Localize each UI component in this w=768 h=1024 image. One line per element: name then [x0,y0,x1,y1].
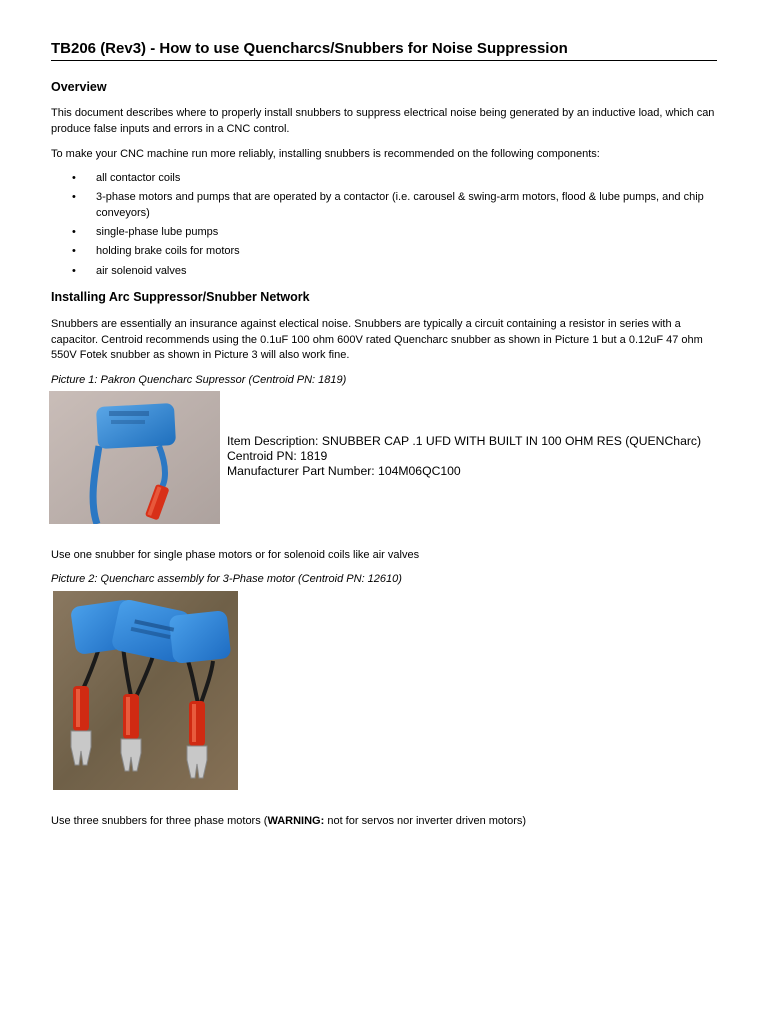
overview-heading: Overview [51,80,107,94]
bullet: • [72,172,76,184]
bullet: • [72,226,76,238]
single-phase-note: Use one snubber for single phase motors or for solenoid coils like air valves [51,549,420,561]
installing-paragraph: Snubbers are essentially an insurance against electical noise. Snubbers are typically a circuit containing a resistor in series with a capacitor. Centroid recommends using the 0.1uF 100 ohm 600V rated Quencharc snubber as shown in Picture 1 but a 0.12uF 47 ohm 550V Fotek snubber as shown in Picture 3 will also work fine. [51,318,703,361]
list-item [72,171,722,187]
list-item-text: holding brake coils for motors [96,245,240,257]
overview-paragraph-1: This document describes where to properly install snubbers to suppress electrical noise being generated by an inductive load, which can produce false inputs and errors in a CNC control. [51,107,715,135]
bullet: • [72,245,76,257]
item-description: Item Description: SNUBBER CAP .1 UFD WITH BUILT IN 100 OHM RES (QUENCharc) [227,434,702,448]
installing-heading: Installing Arc Suppressor/Snubber Network [51,290,310,304]
list-item [72,190,722,221]
overview-paragraph-2: To make your CNC machine run more reliably, installing snubbers is recommended on the following components: [51,148,600,160]
list-item-text: all contactor coils [96,172,181,184]
picture-1-caption: Picture 1: Pakron Quencharc Supressor (Centroid PN: 1819) [51,374,347,386]
page-title: TB206 (Rev3) - How to use Quencharcs/Snubbers for Noise Suppression [51,40,568,57]
list-item [72,264,722,280]
list-item-text: air solenoid valves [96,265,187,277]
bullet: • [72,191,76,203]
bullet: • [72,265,76,277]
three-phase-note [51,814,723,830]
three-phase-note-suffix: not for servos nor inverter driven motors) [324,815,527,827]
title-divider [51,60,717,61]
item-details [227,434,701,479]
warning-label: WARNING: [267,815,325,827]
list-item-text: 3-phase motors and pumps that are operated by a contactor (i.e. carousel & swing-arm motors, flood & lube pumps, and chip conveyors) [96,191,704,219]
picture-2-caption: Picture 2: Quencharc assembly for 3-Phase motor (Centroid PN: 12610) [51,573,402,585]
list-item [72,244,722,260]
list-item [72,225,722,241]
quencharc-assembly-photo [53,591,238,790]
manufacturer-part-number: Manufacturer Part Number: 104M06QC100 [227,464,461,478]
list-item-text: single-phase lube pumps [96,226,219,238]
three-phase-note-prefix: Use three snubbers for three phase motors ( [51,815,268,827]
quencharc-photo [49,391,220,524]
centroid-pn: Centroid PN: 1819 [227,449,328,463]
